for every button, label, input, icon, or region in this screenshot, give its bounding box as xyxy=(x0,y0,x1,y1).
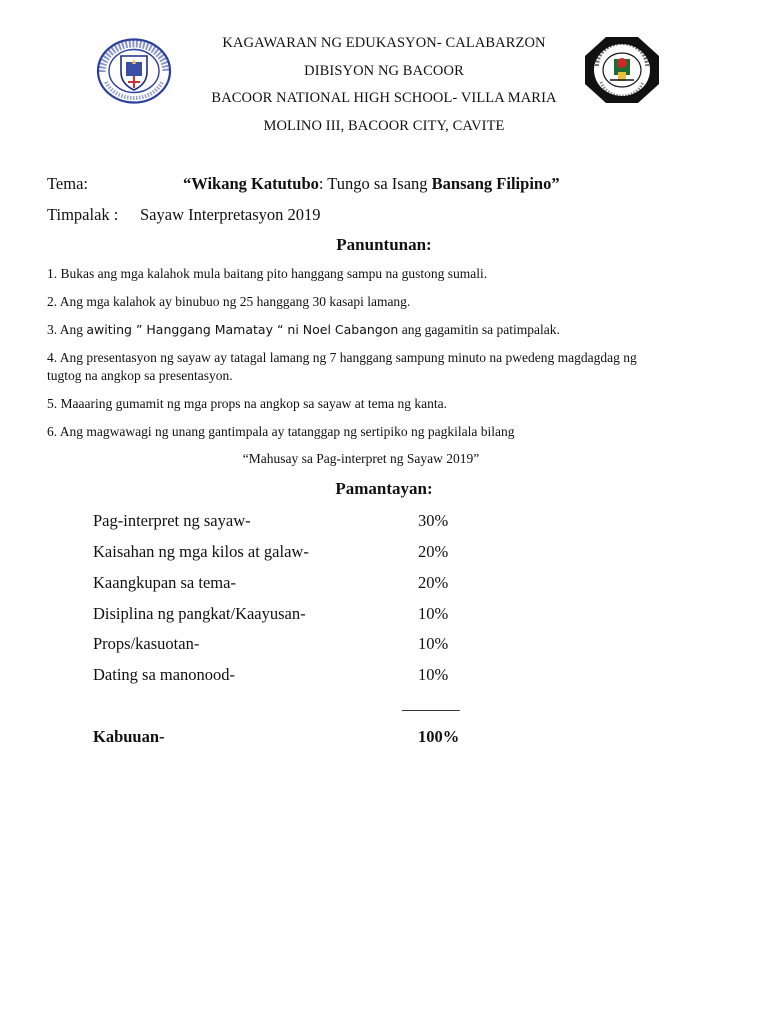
tema-open-quote: “ xyxy=(183,174,192,193)
criterion-name: Dating sa manonood- xyxy=(93,665,236,684)
rule-item-3 xyxy=(47,321,687,339)
tema-label: Tema: xyxy=(47,174,88,193)
total-divider: _______ xyxy=(402,694,460,713)
rule-item-1: 1. Bukas ang mga kalahok mula baitang pito hanggang sampu na gustong sumali. xyxy=(47,266,488,281)
rule-item-5: 5. Maaaring gumamit ng mga props na angkop sa sayaw at tema ng kanta. xyxy=(47,396,448,411)
criterion-name: Disiplina ng pangkat/Kaayusan- xyxy=(93,604,306,623)
rule-item-3-start: 3. Ang xyxy=(47,322,87,337)
rule-item-2: 2. Ang mga kalahok ay binubuo ng 25 hanggang 30 kasapi lamang. xyxy=(47,294,411,309)
tema-bold-part-1: Wikang Katutubo xyxy=(191,174,319,193)
criterion-value: 30% xyxy=(418,511,449,530)
criterion-value: 20% xyxy=(418,573,449,592)
timpalak-value: Sayaw Interpretasyon 2019 xyxy=(140,205,321,224)
criterion-name: Pag-interpret ng sayaw- xyxy=(93,511,251,530)
total-label: Kabuuan- xyxy=(93,727,165,746)
tema-close-quote: ” xyxy=(551,174,560,193)
criterion-name: Kaangkupan sa tema- xyxy=(93,573,236,592)
criterion-value: 20% xyxy=(418,542,449,561)
tema-bold-part-2: Bansang Filipino xyxy=(431,174,552,193)
timpalak-label: Timpalak : xyxy=(47,205,119,224)
criterion-value: 10% xyxy=(418,634,449,653)
award-title: “Mahusay sa Pag-interpret ng Sayaw 2019” xyxy=(242,451,480,466)
header-line-school: BACOOR NATIONAL HIGH SCHOOL- VILLA MARIA xyxy=(211,90,557,106)
criterion-value: 10% xyxy=(418,604,449,623)
header-line-department: KAGAWARAN NG EDUKASYON- CALABARZON xyxy=(222,35,546,51)
rule-item-4: 4. Ang presentasyon ng sayaw ay tatagal lamang ng 7 hanggang sampung minuto na pwedeng magdagdag ng tugtog na angkop sa presentasyon. xyxy=(47,350,637,383)
criterion-name: Kaisahan ng mga kilos at galaw- xyxy=(93,542,309,561)
total-value: 100% xyxy=(418,727,460,746)
rule-item-6: 6. Ang magwawagi ng unang gantimpala ay tatanggap ng sertipiko ng pagkilala bilang xyxy=(47,424,515,439)
header-line-division: DIBISYON NG BACOOR xyxy=(304,63,464,79)
tema-middle-part: : Tungo sa Isang xyxy=(318,174,432,193)
rule-item-3-song: awiting ” Hanggang Mamatay “ ni Noel Cabangon xyxy=(86,322,399,337)
panuntunan-title: Panuntunan: xyxy=(336,235,432,254)
pamantayan-title: Pamantayan: xyxy=(335,479,433,498)
tema-value xyxy=(183,174,560,194)
header-line-address: MOLINO III, BACOOR CITY, CAVITE xyxy=(263,118,505,134)
criterion-name: Props/kasuotan- xyxy=(93,634,200,653)
criterion-value: 10% xyxy=(418,665,449,684)
rule-item-3-end: ang gagamitin sa patimpalak. xyxy=(398,322,560,337)
